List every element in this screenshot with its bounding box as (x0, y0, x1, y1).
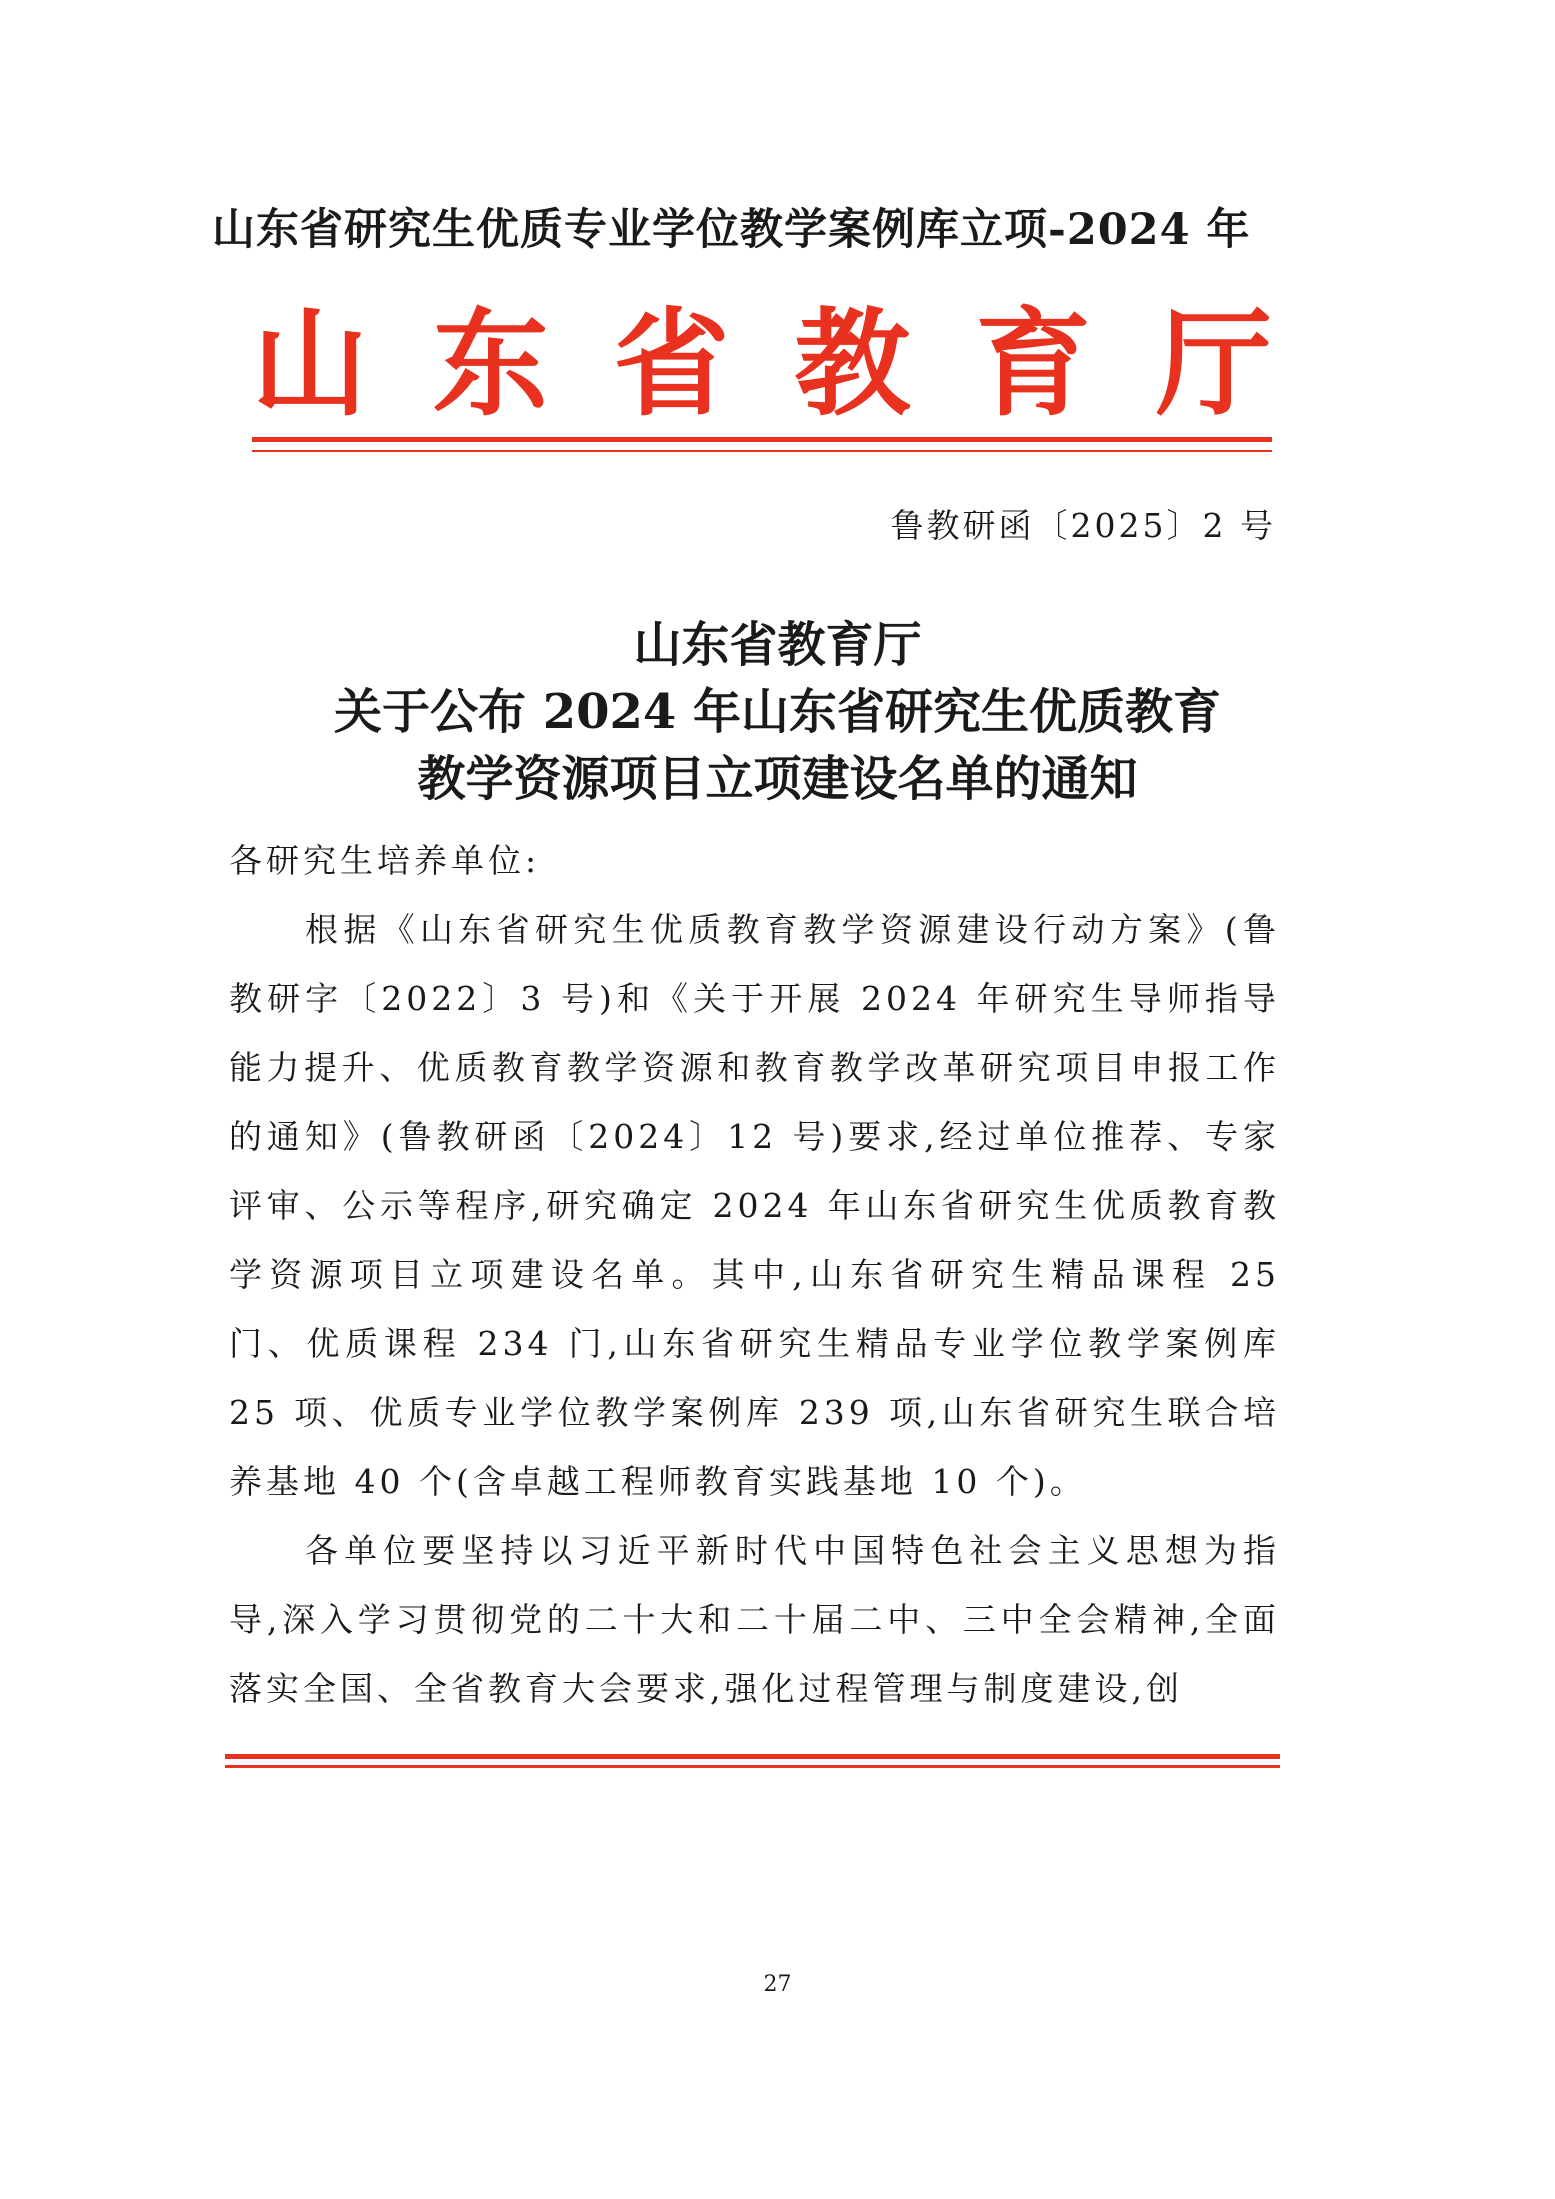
document-number: 鲁教研函〔2025〕2 号 (890, 506, 1276, 545)
page-number: 27 (763, 1972, 792, 1997)
notice-title-line: 关于公布 2024 年山东省研究生优质教育 (333, 684, 1222, 740)
body-paragraph: 根据《山东省研究生优质教育教学资源建设行动方案》(鲁教研字〔2022〕3 号)和《关于开展 2024 年研究生导师指导能力提升、优质教育教学资源和教育教学改革研究项目申报工作的通知》(鲁教研函〔2024〕12 号)要求,经过单位推荐、专家评审、公示等程序,研究确定 2024 年山东省研究生优质教育教学资源项目立项建设名单。其中,山东省研究生精品课程 25 门、优质课程 234 门,山东省研究生精品专业学位教学案例库 25 项、优质专业学位教学案例库 239 项,山东省研究生联合培养基地 40 个(含卓越工程师教育实践基地 10 个)。 (229, 910, 1280, 1501)
agency-name-char: 育 (975, 297, 1092, 432)
header-red-rule-thick (252, 437, 1272, 442)
notice-title-line: 山东省教育厅 (633, 617, 922, 673)
footer-red-rule-thick (225, 1754, 1280, 1759)
agency-name-char: 教 (794, 297, 911, 432)
agency-name-banner (252, 297, 1272, 432)
document-header-title: 山东省研究生优质专业学位教学案例库立项-2024 年 (212, 205, 1251, 255)
notice-body (229, 826, 1280, 1723)
notice-title-line: 教学资源项目立项建设名单的通知 (417, 751, 1138, 807)
agency-name-char: 省 (613, 297, 730, 432)
agency-name-char: 山 (252, 297, 368, 432)
salutation: 各研究生培养单位: (229, 841, 541, 880)
footer-red-rule-thin (225, 1765, 1280, 1768)
notice-title (0, 612, 1555, 813)
body-paragraph: 各单位要坚持以习近平新时代中国特色社会主义思想为指导,深入学习贯彻党的二十大和二十届二中、三中全会精神,全面落实全国、全省教育大会要求,强化过程管理与制度建设,创 (229, 1531, 1280, 1708)
agency-name-char: 厅 (1155, 297, 1272, 432)
agency-name-char: 东 (432, 297, 549, 432)
header-red-rule-thin (252, 450, 1272, 452)
